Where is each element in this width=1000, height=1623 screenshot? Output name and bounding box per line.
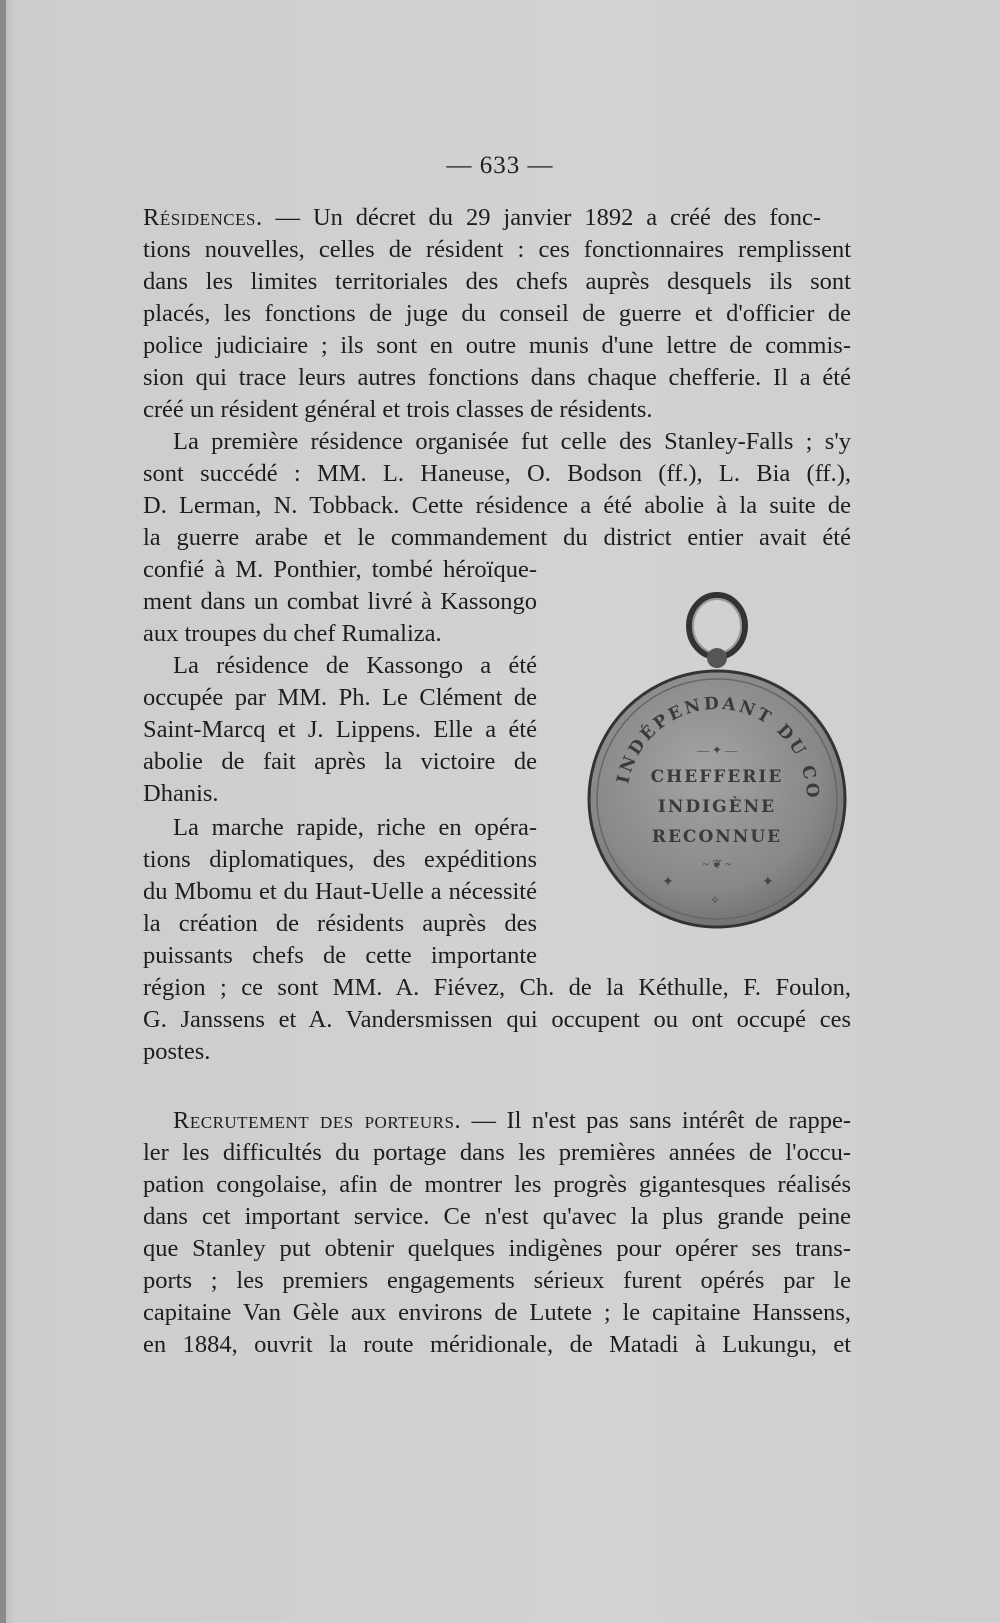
text-line: sion qui trace leurs autres fonctions dans chaque chefferie. Il a été <box>143 364 851 391</box>
svg-text:✦: ✦ <box>662 875 674 890</box>
text-line: G. Janssens et A. Vandersmissen qui occupent ou ont occupé ces <box>143 1006 851 1033</box>
text-line: ler les difficultés du portage dans les premières années de l'occu- <box>143 1139 851 1166</box>
text-line: police judiciaire ; ils sont en outre munis d'une lettre de commis- <box>143 332 851 359</box>
text-line: aux troupes du chef Rumaliza. <box>143 620 442 647</box>
svg-text:— ✦ —: — ✦ — <box>696 743 738 757</box>
text-line: La marche rapide, riche en opéra- <box>173 814 537 841</box>
medal-line-1: CHEFFERIE <box>650 767 784 787</box>
text-line <box>173 1105 851 1137</box>
text-line-content: Il n'est pas sans intérêt de rappe- <box>506 1107 852 1134</box>
text-line: abolie de fait après la victoire de <box>143 748 537 775</box>
text-line <box>143 202 821 234</box>
text-line: sont succédé : MM. L. Haneuse, O. Bodson (ff.), L. Bia (ff.), <box>143 460 851 487</box>
text-line: Saint-Marcq et J. Lippens. Elle a été <box>143 716 537 743</box>
medal-line-3: RECONNUE <box>651 827 783 847</box>
text-line: ment dans un combat livré à Kassongo <box>143 588 537 615</box>
text-line: la création de résidents auprès des <box>143 910 537 937</box>
text-line: tions diplomatiques, des expéditions <box>143 846 537 873</box>
text-line: confié à M. Ponthier, tombé héroïque- <box>143 556 537 583</box>
text-line: tions nouvelles, celles de résident : ces fonctionnaires remplissent <box>143 236 851 263</box>
text-line: dans cet important service. Ce n'est qu'avec la plus grande peine <box>143 1203 851 1230</box>
text-line: que Stanley put obtenir quelques indigènes pour opérer ses trans- <box>143 1235 851 1262</box>
text-line: dans les limites territoriales des chefs auprès desquels ils sont <box>143 268 851 295</box>
text-line: La première résidence organisée fut celle des Stanley-Falls ; s'y <box>173 428 851 455</box>
em-dash: — <box>275 204 301 231</box>
page-number: — 633 — <box>446 152 554 179</box>
text-line: créé un résident général et trois classes de résidents. <box>143 396 653 423</box>
text-line-content: Un décret du 29 janvier 1892 a créé des fonc- <box>312 204 822 231</box>
text-line: ports ; les premiers engagements sérieux furent opérés par le <box>143 1267 851 1294</box>
svg-text:~ ❦ ~: ~ ❦ ~ <box>702 857 732 871</box>
text-line: région ; ce sont MM. A. Fiévez, Ch. de la Kéthulle, F. Foulon, <box>143 974 851 1001</box>
text-line: puissants chefs de cette importante <box>143 942 537 969</box>
medal-line-2: INDIGÈNE <box>657 797 777 817</box>
text-line: la guerre arabe et le commandement du district entier avait été <box>143 524 851 551</box>
page-spine-shadow <box>0 0 6 1623</box>
svg-text:✧: ✧ <box>710 893 721 907</box>
text-line: occupée par MM. Ph. Le Clément de <box>143 684 537 711</box>
text-line: D. Lerman, N. Tobback. Cette résidence a été abolie à la suite de <box>143 492 851 519</box>
medal-ring-text: INDÉPENDANT DU CO <box>613 693 823 802</box>
section-heading-residences: Résidences. <box>143 204 263 231</box>
medal-illustration <box>582 586 852 931</box>
section-heading-recrutement: Recrutement des porteurs. <box>173 1107 462 1134</box>
svg-text:✦: ✦ <box>762 875 774 890</box>
medal-icon <box>582 586 852 931</box>
text-line: La résidence de Kassongo a été <box>173 652 537 679</box>
text-line: postes. <box>143 1038 211 1065</box>
text-line: Dhanis. <box>143 780 219 807</box>
text-line: placés, les fonctions de juge du conseil de guerre et d'officier de <box>143 300 851 327</box>
em-dash: — <box>471 1107 497 1134</box>
text-line: en 1884, ouvrit la route méridionale, de Matadi à Lukungu, et <box>143 1331 851 1358</box>
text-line: du Mbomu et du Haut-Uelle a nécessité <box>143 878 537 905</box>
text-line: pation congolaise, afin de montrer les progrès gigantesques réalisés <box>143 1171 851 1198</box>
text-line: capitaine Van Gèle aux environs de Lutete ; le capitaine Hanssens, <box>143 1299 851 1326</box>
